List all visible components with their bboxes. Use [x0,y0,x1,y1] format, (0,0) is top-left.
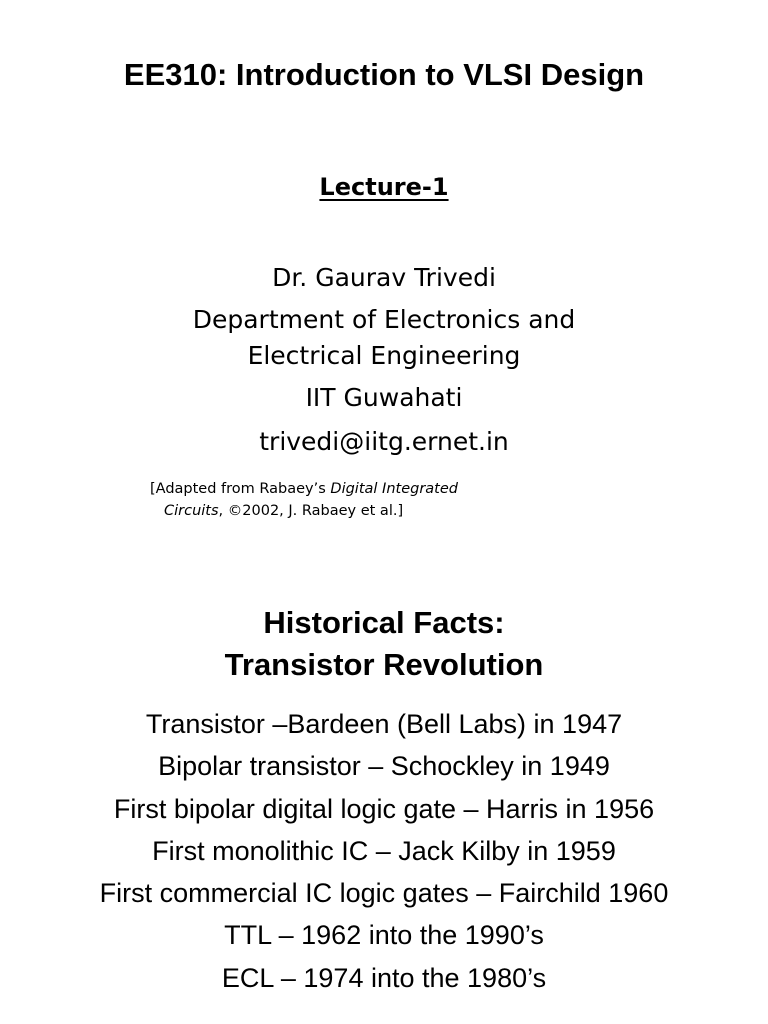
credit-book-title-part1: Digital Integrated [330,481,458,497]
fact-item: ECL – 1974 into the 1980’s [221,962,547,993]
fact-item: Bipolar transistor – Schockley in 1949 [158,751,610,782]
lecture-label: Lecture-1 [319,173,449,201]
department-line-1: Department of Electronics and [192,305,576,334]
fact-item: Transistor –Bardeen (Bell Labs) in 1947 [145,709,623,739]
credit-suffix: , ©2002, J. Rabaey et al.] [218,503,404,519]
fact-item: TTL – 1962 into the 1990’s [224,920,544,951]
credit-prefix: [Adapted from Rabaey’s [150,481,331,497]
author-name: Dr. Gaurav Trivedi [272,263,496,292]
fact-item: First commercial IC logic gates – Fairchild 1960 [99,878,669,909]
author-block [0,258,768,464]
facts-list [0,703,768,999]
facts-heading-line-1: Historical Facts: [263,605,505,640]
institute-name: IIT Guwahati [305,383,463,412]
history-slide [0,590,768,1024]
department-line-2: Electrical Engineering [247,341,521,370]
author-email: trivedi@iitg.ernet.in [259,427,509,456]
facts-heading [0,602,768,686]
facts-heading-line-2: Transistor Revolution [224,647,544,682]
fact-item: First monolithic IC – Jack Kilby in 1959 [152,835,616,866]
credit-line-2 [150,500,620,522]
fact-item: First bipolar digital logic gate – Harris in 1956 [113,793,655,824]
credit-book-title-part2: Circuits [164,503,219,519]
course-title: EE310: Introduction to VLSI Design [123,57,645,92]
adaptation-credit [150,478,620,522]
